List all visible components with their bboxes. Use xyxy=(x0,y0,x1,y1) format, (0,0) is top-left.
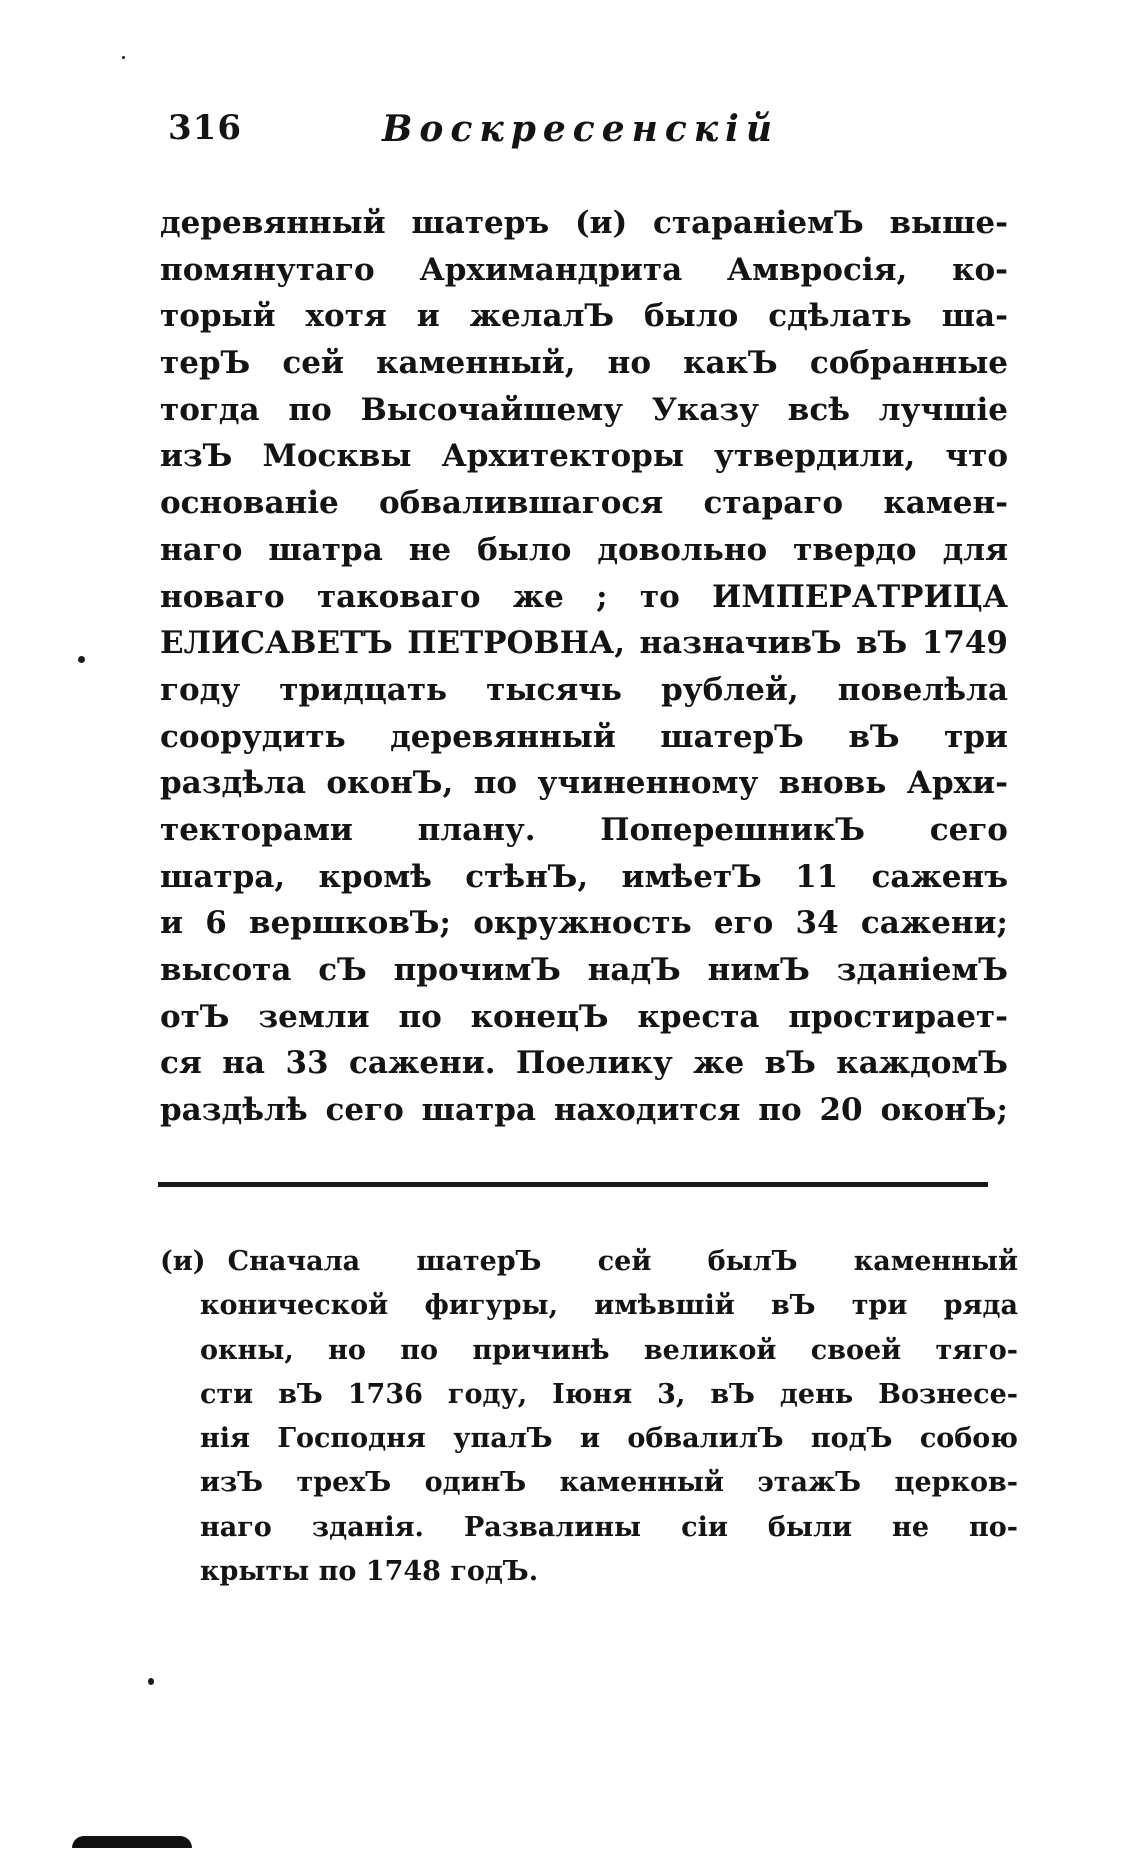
text-line: наго шатра не было довольно твердо для xyxy=(160,531,1008,568)
text-line: высота сЪ прочимЪ надЪ нимЪ зданіемЪ xyxy=(160,952,1008,988)
text-line: основаніе обвалившагося стараго камен- xyxy=(160,485,1008,522)
text-line: тогда по Высочайшему Указу всѣ лучшіе xyxy=(160,391,1008,428)
text-line: раздѣлѣ сего шатра находится по 20 оконЪ; xyxy=(160,1092,1008,1129)
running-head xyxy=(168,108,1028,158)
footnote-line: крыты по 1748 годЪ. xyxy=(200,1556,539,1588)
text-line: помянутаго Архимандрита Амвросія, ко- xyxy=(160,251,1008,288)
text-line: изЪ Москвы Архитекторы утвердили, что xyxy=(160,438,1008,475)
footnote-line: конической фигуры, имѣвшій вЪ три ряда xyxy=(200,1290,1018,1322)
footnote-line: сти вЪ 1736 году, Іюня 3, вЪ день Вознесе- xyxy=(200,1378,1018,1410)
main-text xyxy=(160,200,1008,1134)
footnote-line-text: Сначала шатерЪ сей былЪ каменный xyxy=(227,1246,1018,1277)
text-line: шатра, кромѣ стѣнЪ, имѣетЪ 11 саженъ xyxy=(160,858,1008,895)
footnote xyxy=(160,1240,1018,1594)
text-line: ся на 33 сажени. Поелику же вЪ каждомЪ xyxy=(160,1045,1008,1082)
ink-speck xyxy=(122,56,125,59)
footnote-line: нія Господня упалЪ и обвалилЪ подЪ собою xyxy=(200,1423,1018,1455)
text-line: отЪ земли по конецЪ креста простирает- xyxy=(160,998,1008,1035)
text-line: соорудить деревянный шатерЪ вЪ три xyxy=(160,718,1008,755)
footnote-line: наго зданія. Развалины сіи были не по- xyxy=(200,1511,1018,1543)
text-line: новаго таковаго же ; то ИМПЕРАТРИЦА xyxy=(160,578,1008,615)
text-line: году тридцать тысячь рублей, повелѣла xyxy=(160,671,1008,708)
running-title: Воскресенскій xyxy=(382,108,779,150)
ink-speck xyxy=(78,656,85,663)
text-line: и 6 вершковЪ; окружность его 34 сажени; xyxy=(160,905,1008,942)
text-line: раздѣла оконЪ, по учиненному вновь Архи- xyxy=(160,765,1008,802)
ink-blot xyxy=(72,1836,192,1848)
footnote-separator-rule xyxy=(158,1182,988,1187)
footnote-line: изЪ трехЪ одинЪ каменный этажЪ церков- xyxy=(200,1467,1018,1499)
page-number: 316 xyxy=(168,108,242,148)
ink-speck xyxy=(148,1678,154,1685)
text-line: торый хотя и желалЪ было сдѣлать ша- xyxy=(160,298,1008,335)
footnote-marker: (и) xyxy=(160,1246,206,1277)
text-line: терЪ сей каменный, но какЪ собранные xyxy=(160,345,1008,382)
text-line: текторами плану. ПоперешникЪ сего xyxy=(160,811,1008,848)
text-line: ЕЛИСАВЕТЪ ПЕТРОВНА, назначивЪ вЪ 1749 xyxy=(160,625,1008,662)
footnote-line: окны, но по причинѣ великой своей тяго- xyxy=(200,1334,1018,1366)
footnote-line xyxy=(160,1240,1018,1284)
text-line: деревянный шатеръ (и) стараніемЪ выше- xyxy=(160,205,1008,241)
